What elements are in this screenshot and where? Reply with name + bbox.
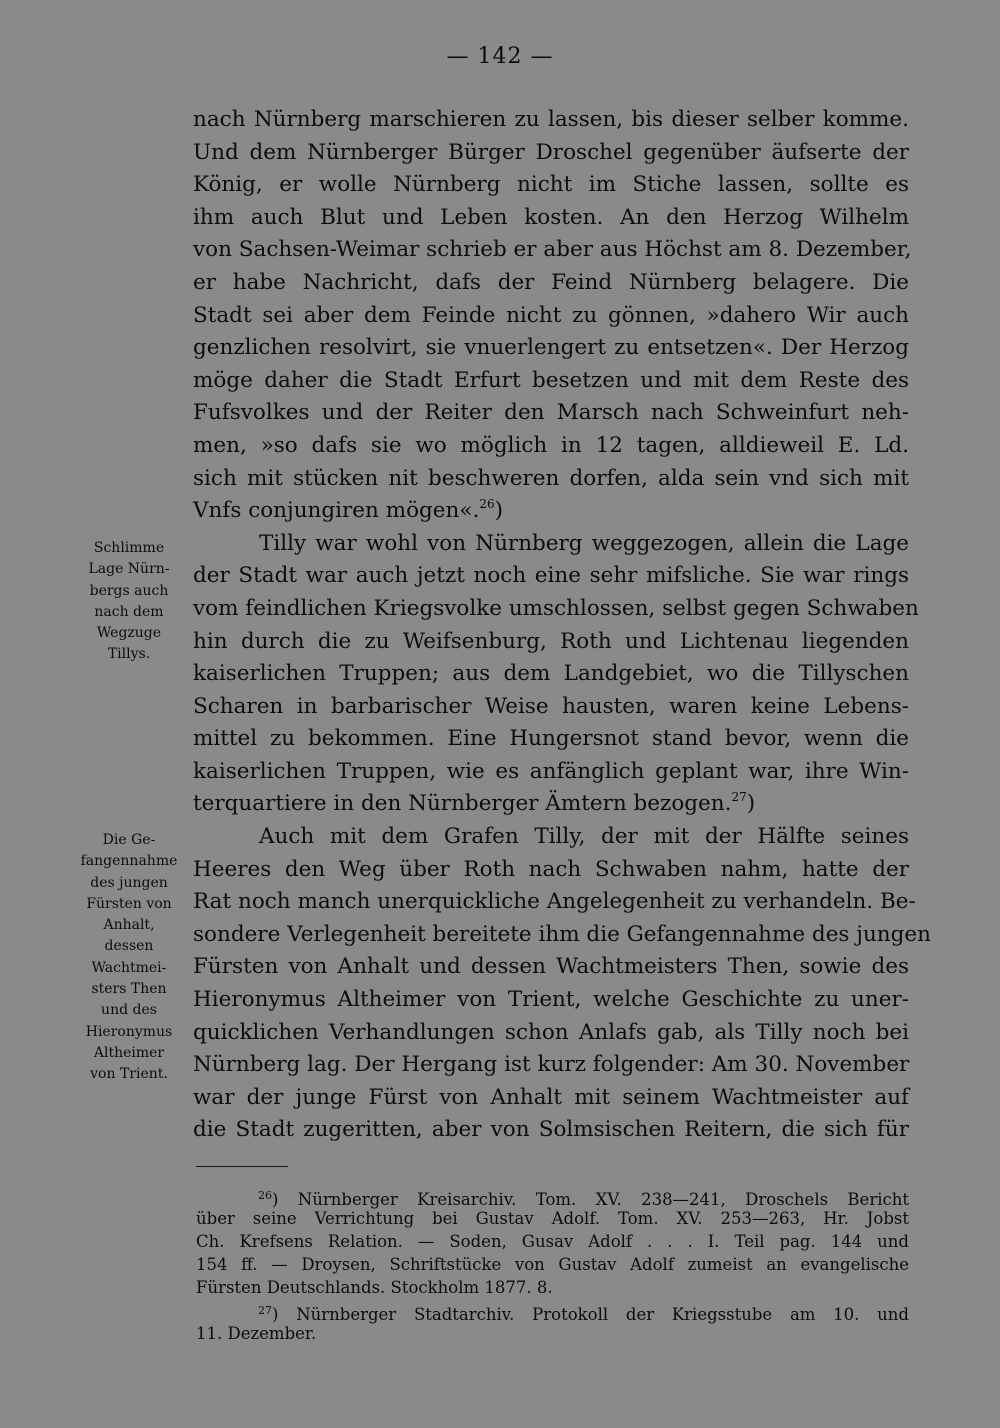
margin-note-line: Anhalt, — [103, 917, 155, 934]
text-line: von Sachsen-Weimar schrieb er aber aus Höchst am 8. Dezember, — [193, 237, 912, 263]
text-line: Stadt sei aber dem Feinde nicht zu gönnen, »dahero Wir auch — [193, 302, 909, 328]
margin-note-situation — [74, 538, 184, 666]
text-line: quicklichen Verhandlungen schon Anlafs gab, als Tilly noch bei — [193, 1019, 909, 1045]
margin-note-line: und des — [101, 1002, 157, 1019]
margin-note-line: Wachtmei- — [91, 959, 167, 976]
margin-note-line: dessen — [104, 938, 154, 955]
text-line: Nürnberg lag. Der Hergang ist kurz folgender: Am 30. November — [193, 1052, 910, 1078]
body-text — [193, 104, 931, 1147]
margin-note-line: von Trient. — [90, 1066, 168, 1083]
footnote-line: Ch. Krefsens Relation. — Soden, Gusav Adolf . . . I. Teil pag. 144 und — [196, 1232, 909, 1251]
footnote-ref-paren: ) — [494, 498, 504, 524]
text-line: Scharen in barbarischer Weise hausten, waren keine Lebens- — [193, 693, 909, 719]
text-line: ihm auch Blut und Leben kosten. An den Herzog Wilhelm — [193, 204, 909, 230]
text-line: men, »so dafs sie wo möglich in 12 tagen, alldieweil E. Ld. — [193, 432, 909, 458]
text-line: sich mit stücken nit beschweren dorfen, alda sein vnd sich mit — [193, 465, 909, 491]
page-number: — 142 — — [446, 44, 554, 69]
text-line: mittel zu bekommen. Eine Hungersnot stand bevor, wenn die — [193, 726, 909, 752]
text-line: er habe Nachricht, dafs der Feind Nürnberg belagere. Die — [193, 269, 909, 295]
footnote-ref: 27 — [731, 790, 747, 805]
footnote-divider — [196, 1166, 288, 1167]
footnote-number: 26 — [258, 1189, 272, 1202]
footnote-text: ) Nürnberger Stadtarchiv. Protokoll der Kriegsstube am 10. und — [272, 1305, 909, 1324]
margin-note-line: Hieronymus — [85, 1023, 173, 1040]
text-line: Tilly war wohl von Nürnberg weggezogen, allein die Lage — [259, 530, 909, 556]
text-line: Heeres den Weg über Roth nach Schwaben nahm, hatte der — [193, 856, 909, 882]
text-line-content: terquartiere in den Nürnberger Ämtern bezogen. — [193, 791, 732, 817]
text-line: der Stadt war auch jetzt noch eine sehr mifsliche. Sie war rings — [193, 563, 909, 589]
footnote-line — [196, 1299, 909, 1322]
margin-note-line: Tillys. — [107, 646, 151, 663]
margin-note-line: des jungen — [90, 874, 168, 891]
margin-note-line: Altheimer — [93, 1044, 165, 1061]
footnote-line: 154 ff. — Droysen, Schriftstücke von Gustav Adolf zumeist an evangelische — [196, 1255, 909, 1274]
margin-note-line: Lage Nürn- — [88, 561, 170, 578]
text-line: König, er wolle Nürnberg nicht im Stiche lassen, sollte es — [193, 172, 909, 198]
margin-note-line: nach dem — [94, 603, 164, 620]
text-line: vom feindlichen Kriegsvolke umschlossen, selbst gegen Schwaben — [193, 595, 919, 621]
margin-note-line: Wegzuge — [96, 625, 162, 642]
footnote-line — [196, 1184, 909, 1207]
text-line: kaiserlichen Truppen; aus dem Landgebiet, wo die Tillyschen — [193, 661, 909, 687]
margin-note-line: Die Ge- — [102, 832, 156, 848]
text-line: sondere Verlegenheit bereitete ihm die Gefangennahme des jungen — [193, 921, 931, 947]
text-line: kaiserlichen Truppen, wie es anfänglich geplant war, ihre Win- — [193, 758, 909, 784]
text-line: möge daher die Stadt Erfurt besetzen und mit dem Reste des — [193, 367, 909, 393]
margin-note-line: Schlimme — [93, 540, 165, 556]
margin-note-capture — [74, 830, 184, 1086]
footnote-ref-paren: ) — [746, 791, 756, 817]
footnote-line: über seine Verrichtung bei Gustav Adolf. Tom. XV. 253—263, Hr. Jobst — [196, 1209, 909, 1228]
footnote-number: 27 — [258, 1304, 272, 1317]
text-line: Auch mit dem Grafen Tilly, der mit der Hälfte seines — [259, 824, 909, 850]
text-line: Rat noch manch unerquickliche Angelegenheit zu verhandeln. Be- — [193, 889, 916, 915]
margin-note-line: bergs auch — [89, 582, 169, 599]
text-line: Und dem Nürnberger Bürger Droschel gegenüber äufserte der — [193, 139, 909, 165]
margin-note-line: Fürsten von — [86, 895, 172, 912]
text-line: Fufsvolkes und der Reiter den Marsch nach Schweinfurt neh- — [193, 400, 909, 426]
footnote-line: Fürsten Deutschlands. Stockholm 1877. 8. — [196, 1278, 553, 1297]
footnote-text: ) Nürnberger Kreisarchiv. Tom. XV. 238—241, Droschels Bericht — [272, 1190, 909, 1209]
text-line: war der junge Fürst von Anhalt mit seinem Wachtmeister auf — [193, 1084, 909, 1110]
text-line: nach Nürnberg marschieren zu lassen, bis dieser selber komme. — [193, 107, 909, 132]
footnotes — [196, 1184, 909, 1345]
text-line — [193, 788, 909, 821]
margin-note-line: sters Then — [91, 981, 167, 998]
margin-note-line: fangennahme — [80, 853, 178, 870]
text-line: Hieronymus Altheimer von Trient, welche Geschichte zu uner- — [193, 987, 909, 1013]
text-line: die Stadt zugeritten, aber von Solmsischen Reitern, die sich für — [193, 1117, 909, 1143]
text-line: hin durch die zu Weifsenburg, Roth und Lichtenau liegenden — [193, 628, 909, 654]
footnote-ref: 26 — [479, 497, 495, 512]
text-line — [193, 495, 909, 528]
text-line: genzlichen resolvirt, sie vnuerlengert zu entsetzen«. Der Herzog — [193, 335, 909, 361]
footnote-line: 11. Dezember. — [196, 1324, 317, 1343]
text-line: Fürsten von Anhalt und dessen Wachtmeisters Then, sowie des — [193, 954, 909, 980]
text-line-content: Vnfs conjungiren mögen«. — [193, 498, 480, 524]
